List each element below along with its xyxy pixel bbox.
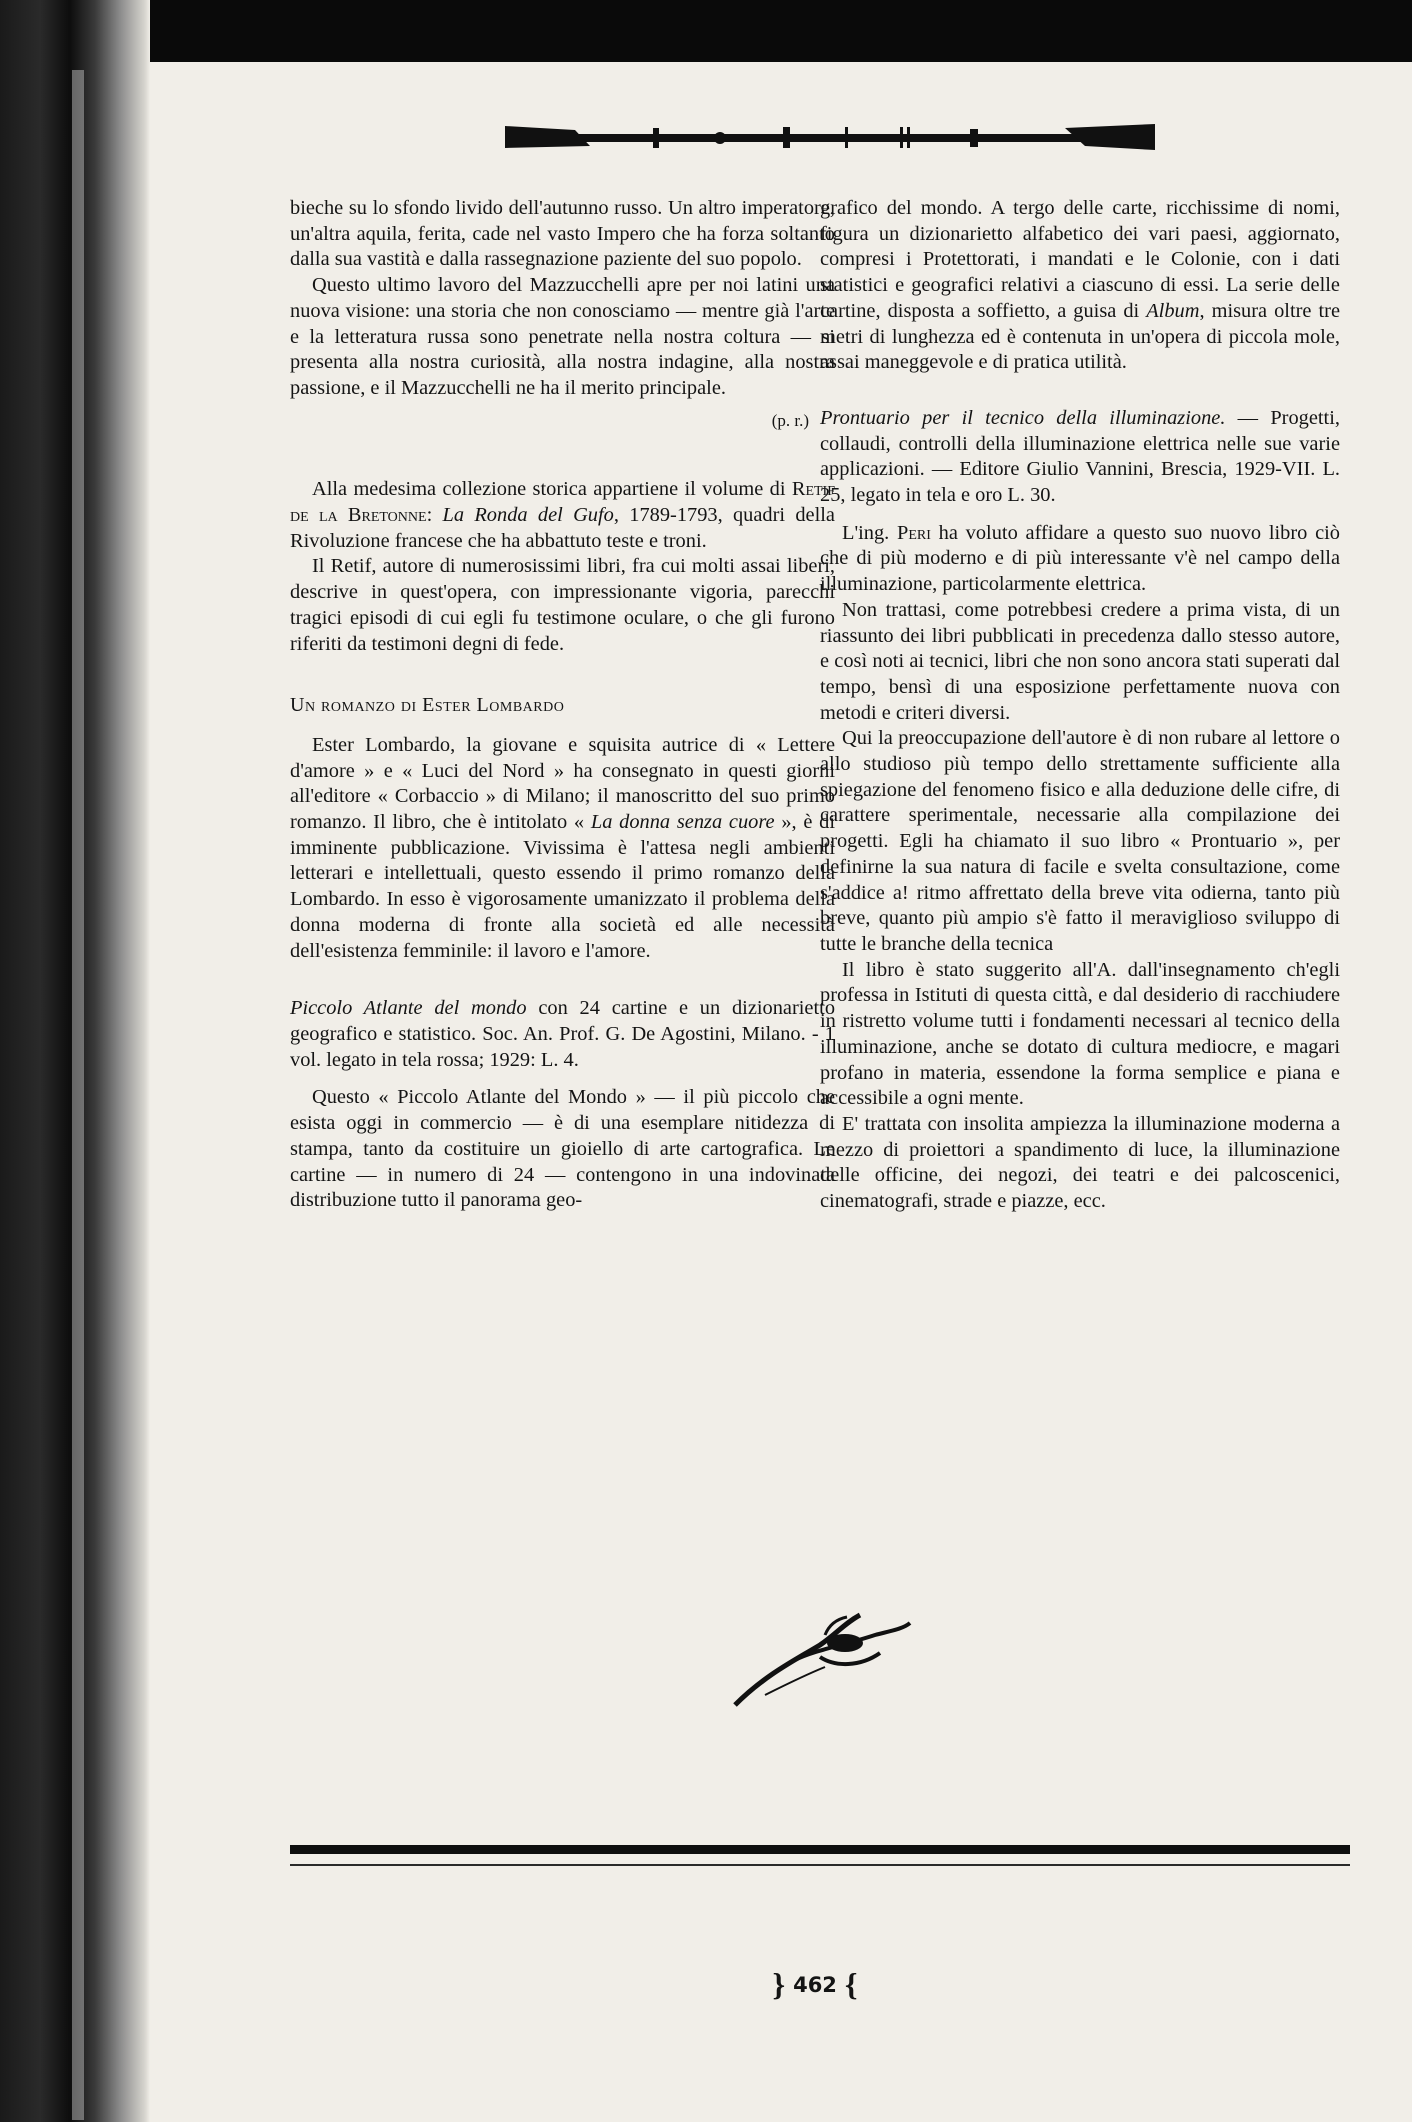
page-number: 462 xyxy=(793,1972,837,1997)
section-heading: Un romanzo di Ester Lombardo xyxy=(290,694,565,717)
book-title: Piccolo Atlante del mondo xyxy=(290,997,527,1020)
scan-edge-highlight xyxy=(72,70,84,2120)
book-title: Prontuario per il tecnico della illuminazione. xyxy=(820,406,1226,429)
paragraph: Non trattasi, come potrebbesi credere a prima vista, di un riassunto dei libri pubblicati in precedenza dallo stesso autore, e così noti ai tecnici, libri che non sono ancora stati superati dal tempo, bensì di una esposizione perfettamente nuova con metodi e criteri diversi. xyxy=(820,598,1340,724)
footer-rule-thin xyxy=(290,1864,1350,1866)
left-column xyxy=(290,196,835,1214)
scan-top-border xyxy=(0,0,1412,62)
author-name: Retif de la Bretonne xyxy=(290,478,835,527)
paragraph: Questo « Piccolo Atlante del Mondo » — il più piccolo che esista oggi in commercio — è di una esemplare nitidezza di stampa, tanto da costituire un gioiello di arte cartografica. Le cartine — in numero di 24 — contengono in una indovinata distribuzione tutto il panorama geo- xyxy=(290,1086,835,1212)
page-number-block xyxy=(755,1966,875,2002)
paragraph: grafico del mondo. A tergo delle carte, ricchissime di nomi, figura un dizionarietto alfabetico dei vari paesi, aggiornato, compresi i Protettorati, i mandati e le Colonie, con i dati statistici e geografici relativi a ciascuno di essi. La serie delle cartine, disposta a soffietto, a guisa di Album, misura oltre tre metri di lunghezza ed è contenuta in un'opera di piccola mole, assai maneggevole e di pratica utilità. xyxy=(820,197,1340,374)
author-signature: (p. r.) xyxy=(771,410,809,430)
book-title: La donna senza cuore xyxy=(590,811,775,834)
book-entry xyxy=(820,406,1340,509)
paragraph: Questo ultimo lavoro del Mazzucchelli apre per noi latini una nuova visione: una storia che non conosciamo — mentre già l'arte e la letteratura russa sono penetrate nella nostra coltura — si presenta alla nostra curiosità, alla nostra indagine, alla nostra passione, e il Mazzucchelli ne ha il merito principale. xyxy=(290,274,835,399)
book-details: — Progetti, collaudi, controlli della illuminazione elettrica nelle sue varie applicazioni. — Editore Giulio Vannini, Brescia, 1929-VII. L. 25, legato in tela e oro L. 30. xyxy=(820,406,1340,507)
album-word: Album xyxy=(1146,299,1200,322)
footer-rule xyxy=(290,1845,1350,1854)
paragraph: Ester Lombardo, la giovane e squisita autrice di « Lettere d'amore » e « Luci del Nord » ha consegnato in questi giorni all'editore « Corbaccio » di Milano; il manoscritto del suo primo romanzo. Il libro, che è intitolato « La donna senza cuore », è di imminente pubblicazione. Vivissima è l'attesa negli ambienti letterari e intellettuali, questo essendo il primo romanzo della Lombardo. In esso è vigorosamente umanizzato il problema della donna moderna di fronte alla società ed alle necessità dell'esistenza femminile: il lavoro e l'amore. xyxy=(290,733,836,962)
brace-right-icon: { xyxy=(844,1966,858,2002)
header-ornament xyxy=(505,124,1155,150)
book-entry xyxy=(290,996,835,1073)
book-title: La Ronda del Gufo xyxy=(442,504,614,527)
paragraph: Qui la preoccupazione dell'autore è di non rubare al lettore o allo studioso più tempo dello strettamente sufficiente alla spiegazione del fenomeno fisico e alla deduzione delle cifre, di carattere sperimentale, necessarie alla compilazione dei progetti. Egli ha chiamato il suo libro « Prontuario », per definirne la sua natura di facile e svelta consultazione, come s'addice a! ritmo affrettato della breve vita odierna, tanto più breve, quanto più ampio s'è fatto il meraviglioso sviluppo di tutte le branche della tecnica xyxy=(820,727,1340,955)
paragraph: E' trattata con insolita ampiezza la illuminazione moderna a mezzo di proiettori a spandimento di luce, la illuminazione delle officine, dei negozi, dei teatri e dei palcoscenici, cinematografi, strade e piazze, ecc. xyxy=(820,1112,1340,1213)
paragraph: L'ing. Peri ha voluto affidare a questo suo nuovo libro ciò che di più moderno e di più interessante v'è nel campo della illuminazione, particolarmente elettrica. xyxy=(820,521,1340,596)
paragraph: Il Retif, autore di numerosissimi libri, fra cui molti assai liberi, descrive in quest'opera, con impressionante vigoria, parecchi tragici episodi di cui egli fu testimone oculare, o che gli furono riferiti da testimoni degni di fede. xyxy=(290,555,835,655)
paragraph: Il libro è stato suggerito all'A. dall'insegnamento ch'egli professa in Istituti di questa città, e dal desiderio di racchiudere in ristretto volume tutti i fondamenti necessari al tecnico della illuminazione, anche se dotato di cultura mediocre, e magari profano in materia, essendone la forma semplice e piana e accessibile a ogni mente. xyxy=(820,958,1340,1110)
brace-left-icon: } xyxy=(772,1966,786,2002)
right-column xyxy=(820,196,1340,1215)
paragraph: Alla medesima collezione storica appartiene il volume di Retif de la Bretonne: La Ronda del Gufo, 1789-1793, quadri della Rivoluzione francese che ha abbattuto teste e troni. xyxy=(290,478,835,552)
book-details: con 24 cartine e un dizionarietto geografico e statistico. Soc. An. Prof. G. De Agostini, Milano. - 1 vol. legato in tela rossa; 1929: L. 4. xyxy=(290,997,836,1071)
paragraph: bieche su lo sfondo livido dell'autunno russo. Un altro imperatore, un'altra aquila, ferita, cade nel vasto Impero che ha forza soltanto dalla sua vastità e dalla rassegnazione paziente del suo popolo. xyxy=(290,197,835,271)
hand-ornament-icon xyxy=(725,1605,915,1715)
author-name: Peri xyxy=(897,521,931,544)
